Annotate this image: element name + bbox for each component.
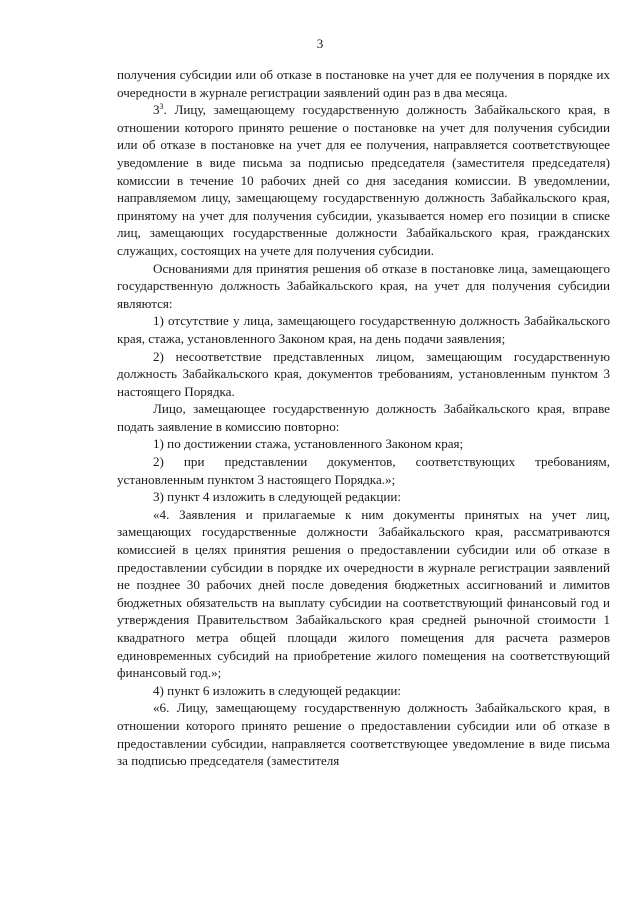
paragraph: «4. Заявления и прилагаемые к ним документы принятых на учет лиц, замещающих государственные должности Забайкальского края, рассматриваются комиссией в целях принятия решения о предоставлении субсидии или об отказе в предоставлении субсидии в порядке их очередности в журнале регистрации заявлений не позднее 30 рабочих дней после доведения бюджетных ассигнований и лимитов бюджетных обязательств на выплату субсидии на соответствующий финансовый год и утверждения Правительством Забайкальского края средней рыночной стоимости 1 квадратного метра общей площади жилого помещения для расчета размеров единовременных субсидий на приобретение жилого помещения на соответствующий финансовый год.»; <box>117 506 610 681</box>
paragraph-text: . Лицу, замещающему государственную должность Забайкальского края, в отношении которого принято решение о постановке на учет для получения субсидии или об отказе в постановке на учет для ее получения, направляется соответствующее уведомление в виде письма за подписью председателя (заместителя председателя) комиссии в течение 10 рабочих дней со дня заседания комиссии. В уведомлении, направляемом лицу, замещающему государственную должность Забайкальского края, принятому на учет для получения субсидии, указывается номер его позиции в списке лиц, замещающих государственные должности Забайкальского края, гражданских служащих, состоящих на учете для получения субсидии. <box>117 102 610 258</box>
paragraph: 3) пункт 4 изложить в следующей редакции: <box>153 489 401 505</box>
page-number: 3 <box>316 36 324 51</box>
paragraph: 1) по достижении стажа, установленного Законом края; <box>153 436 464 452</box>
paragraph <box>117 101 610 259</box>
paragraph: «6. Лицу, замещающему государственную должность Забайкальского края, в отношении которого принято решение о предоставлении субсидии или об отказе в предоставлении субсидии, направляется соответствующее уведомление в виде письма за подписью председателя (заместителя <box>117 700 610 769</box>
paragraph: 2) при представлении документов, соответствующих требованиям, установленным пунктом 3 настоящего Порядка.»; <box>117 454 610 487</box>
paragraph: Лицо, замещающее государственную должность Забайкальского края, вправе подать заявление в комиссию повторно: <box>117 401 610 434</box>
paragraph: 1) отсутствие у лица, замещающего государственную должность Забайкальского края, стажа, установленного Законом края, на день подачи заявления; <box>117 313 610 346</box>
clause-number: 3 <box>153 102 160 118</box>
paragraph: Основаниями для принятия решения об отказе в постановке лица, замещающего государственную должность Забайкальского края, на учет для получения субсидии являются: <box>117 260 610 311</box>
paragraph: 4) пункт 6 изложить в следующей редакции: <box>153 682 401 698</box>
clause-number-superscript: 3 <box>159 102 164 112</box>
paragraph: получения субсидии или об отказе в постановке на учет для ее получения в порядке их очередности в журнале регистрации заявлений один раз в два месяца. <box>117 67 610 100</box>
document-body <box>117 66 610 770</box>
paragraph: 2) несоответствие представленных лицом, замещающим государственную должность Забайкальского края, документов требованиям, установленным пунктом 3 настоящего Порядка. <box>117 348 610 399</box>
